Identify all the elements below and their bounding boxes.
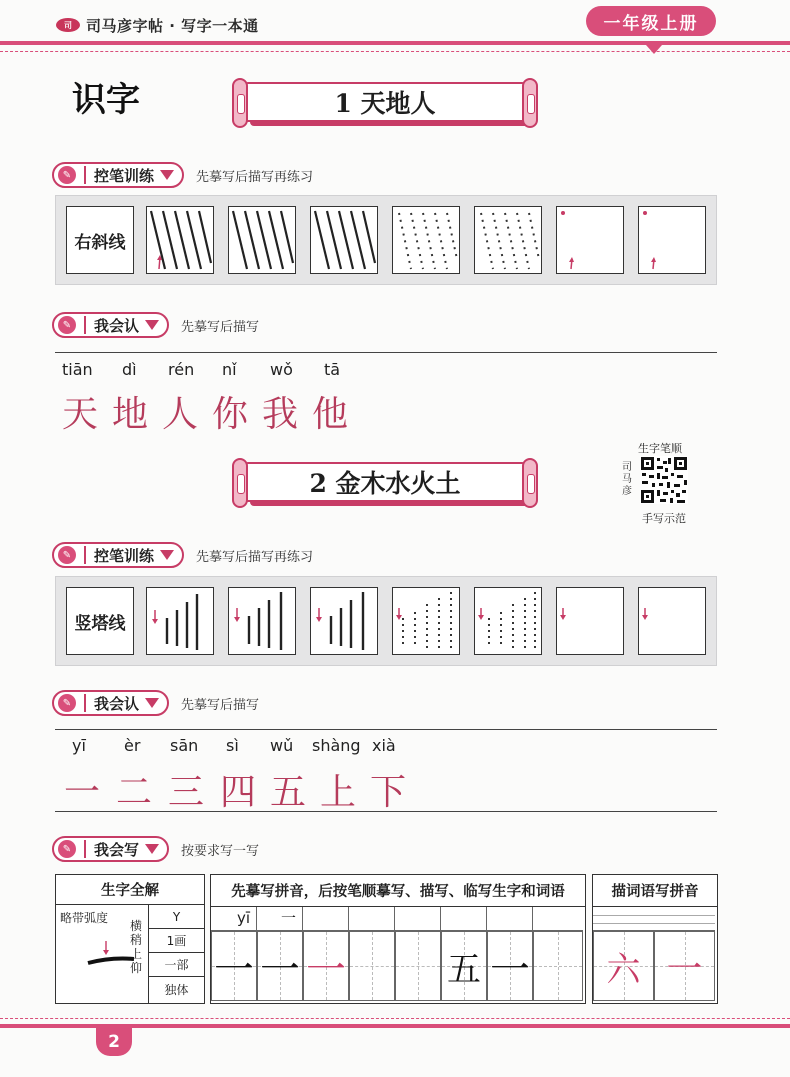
brush-badge-icon: ✎ — [58, 694, 76, 712]
hanzi: 下 — [370, 772, 407, 813]
practice-header: 先摹写拼音，后按笔顺摹写、描写、临写生字和词语 — [211, 875, 585, 907]
stroke-practice-row-1 — [55, 195, 717, 285]
drill-label: 控笔训练 — [94, 166, 155, 185]
triangle-down-icon — [145, 844, 159, 854]
practice-box[interactable] — [638, 206, 706, 274]
lesson-1-title: 1 天地人 — [244, 82, 526, 122]
trace-char: 一 — [306, 946, 346, 993]
qr-block — [620, 440, 700, 526]
header-dashed-rule — [0, 51, 790, 52]
practice-stroke: 一 — [281, 909, 297, 927]
drill-pill-2 — [52, 542, 313, 568]
drill-label: 控笔训练 — [94, 546, 155, 565]
trace-word-char: 一 — [666, 948, 703, 990]
scroll-end-icon — [232, 458, 248, 508]
pinyin: dì — [122, 360, 137, 379]
brush-badge-icon: ✎ — [58, 840, 76, 858]
lesson-1-banner — [232, 78, 538, 128]
practice-box[interactable] — [638, 587, 706, 655]
pinyin-line-row — [211, 907, 583, 931]
recognize-instruction: 先摹写后描写 — [181, 697, 260, 713]
practice-box[interactable] — [474, 206, 542, 274]
header-brand — [56, 14, 259, 36]
char-row-2 — [64, 736, 484, 813]
header-rule — [0, 41, 790, 45]
hanzi: 一 — [64, 772, 101, 813]
brush-badge-icon: ✎ — [58, 166, 76, 184]
hanzi: 二 — [116, 772, 153, 813]
word-header: 描词语写拼音 — [593, 875, 717, 907]
hanzi: 地 — [112, 394, 149, 435]
write-cell[interactable] — [533, 931, 583, 1001]
qr-code-icon[interactable] — [640, 456, 688, 504]
practice-pinyin: yī — [237, 909, 251, 927]
hanzi: 你 — [212, 394, 249, 435]
model-char: 五 — [447, 949, 481, 990]
recognize-pill-2 — [52, 690, 259, 716]
pinyin: wǔ — [270, 736, 294, 755]
footer-dashed-rule — [0, 1018, 790, 1019]
word-pinyin-line[interactable] — [593, 907, 715, 931]
pinyin: tiān — [62, 360, 93, 379]
hanzi: 他 — [312, 394, 349, 435]
recognize-pill-1 — [52, 312, 259, 338]
qr-bottom-text: 手写示范 — [642, 512, 686, 525]
analysis-strokes: 1画 — [149, 929, 204, 953]
analysis-pinyin: Y — [149, 905, 204, 929]
hanzi: 三 — [168, 772, 205, 813]
scroll-end-icon — [522, 458, 538, 508]
lesson-2-title: 2 金木水火土 — [244, 462, 526, 502]
pinyin: sì — [226, 736, 239, 755]
pinyin: èr — [124, 736, 141, 755]
analysis-header: 生字全解 — [56, 875, 204, 905]
hanzi: 五 — [270, 772, 307, 813]
char-analysis-panel — [55, 874, 205, 1004]
practice-box[interactable] — [310, 587, 378, 655]
hanzi: 人 — [162, 394, 199, 435]
hanzi: 我 — [262, 394, 299, 435]
pinyin: sān — [170, 736, 199, 755]
section-title: 识字 — [72, 80, 140, 120]
char-row-1 — [62, 360, 382, 435]
rule-line — [55, 811, 717, 812]
analysis-note: 略带弧度 — [60, 911, 109, 925]
drill-pill-1 — [52, 162, 313, 188]
grade-notch-icon — [646, 45, 662, 54]
brush-badge-icon: ✎ — [58, 316, 76, 334]
trace-word-char: 六 — [606, 949, 641, 990]
qr-top-text: 生字笔顺 — [638, 442, 682, 455]
practice-box[interactable] — [228, 206, 296, 274]
pinyin: tā — [324, 360, 341, 379]
writing-practice-panel — [210, 874, 586, 1004]
model-char: 一 — [214, 946, 254, 993]
recognize-instruction: 先摹写后描写 — [181, 319, 260, 335]
practice-box[interactable] — [474, 587, 542, 655]
stroke-name: 右斜线 — [66, 206, 134, 274]
stroke-practice-row-2 — [55, 576, 717, 666]
hanzi: 四 — [220, 772, 257, 813]
hanzi: 天 — [62, 394, 99, 435]
analysis-stroke-tip: 横稍上仰 — [130, 919, 143, 975]
lesson-2-banner — [232, 458, 538, 508]
practice-box[interactable] — [228, 587, 296, 655]
analysis-info-col — [148, 905, 204, 1003]
triangle-down-icon — [145, 698, 159, 708]
pinyin: shàng — [312, 736, 361, 755]
word-tracing-panel — [592, 874, 718, 1004]
brush-badge-icon: ✎ — [58, 546, 76, 564]
page-number: 2 — [96, 1028, 132, 1056]
pinyin: xià — [372, 736, 396, 755]
drill-instruction: 先摹写后描写再练习 — [196, 169, 314, 185]
hanzi: 上 — [320, 772, 357, 813]
rule-line — [55, 352, 717, 353]
brand-logo-icon: 司 — [56, 18, 80, 32]
stroke-name: 竖塔线 — [66, 587, 134, 655]
practice-box[interactable] — [146, 587, 214, 655]
analysis-structure: 独体 — [164, 982, 189, 997]
practice-box[interactable] — [310, 206, 378, 274]
practice-box[interactable] — [392, 206, 460, 274]
pinyin: nǐ — [222, 360, 237, 379]
brand-title: 司马彦字帖 · 写字一本通 — [86, 16, 259, 35]
pinyin: yī — [72, 736, 86, 755]
scroll-end-icon — [522, 78, 538, 128]
model-char: 一 — [260, 946, 300, 993]
triangle-down-icon — [160, 550, 174, 560]
write-instruction: 按要求写一写 — [181, 843, 260, 859]
drill-instruction: 先摹写后描写再练习 — [196, 549, 314, 565]
practice-box[interactable] — [146, 206, 214, 274]
model-char: 一 — [490, 946, 530, 993]
rule-line — [55, 729, 717, 730]
write-cell[interactable] — [349, 931, 395, 1001]
practice-box[interactable] — [556, 206, 624, 274]
practice-box[interactable] — [556, 587, 624, 655]
analysis-radical: 一部 — [149, 953, 204, 977]
write-cell[interactable] — [395, 931, 441, 1001]
grade-badge: 一年级上册 — [586, 6, 716, 36]
write-label: 我会写 — [94, 840, 140, 859]
write-pill — [52, 836, 259, 862]
practice-box[interactable] — [392, 587, 460, 655]
qr-side-text: 司马彦 — [622, 462, 632, 497]
pinyin: wǒ — [270, 360, 293, 379]
recognize-label: 我会认 — [94, 694, 140, 713]
triangle-down-icon — [145, 320, 159, 330]
scroll-end-icon — [232, 78, 248, 128]
triangle-down-icon — [160, 170, 174, 180]
pinyin: rén — [168, 360, 195, 379]
recognize-label: 我会认 — [94, 316, 140, 335]
